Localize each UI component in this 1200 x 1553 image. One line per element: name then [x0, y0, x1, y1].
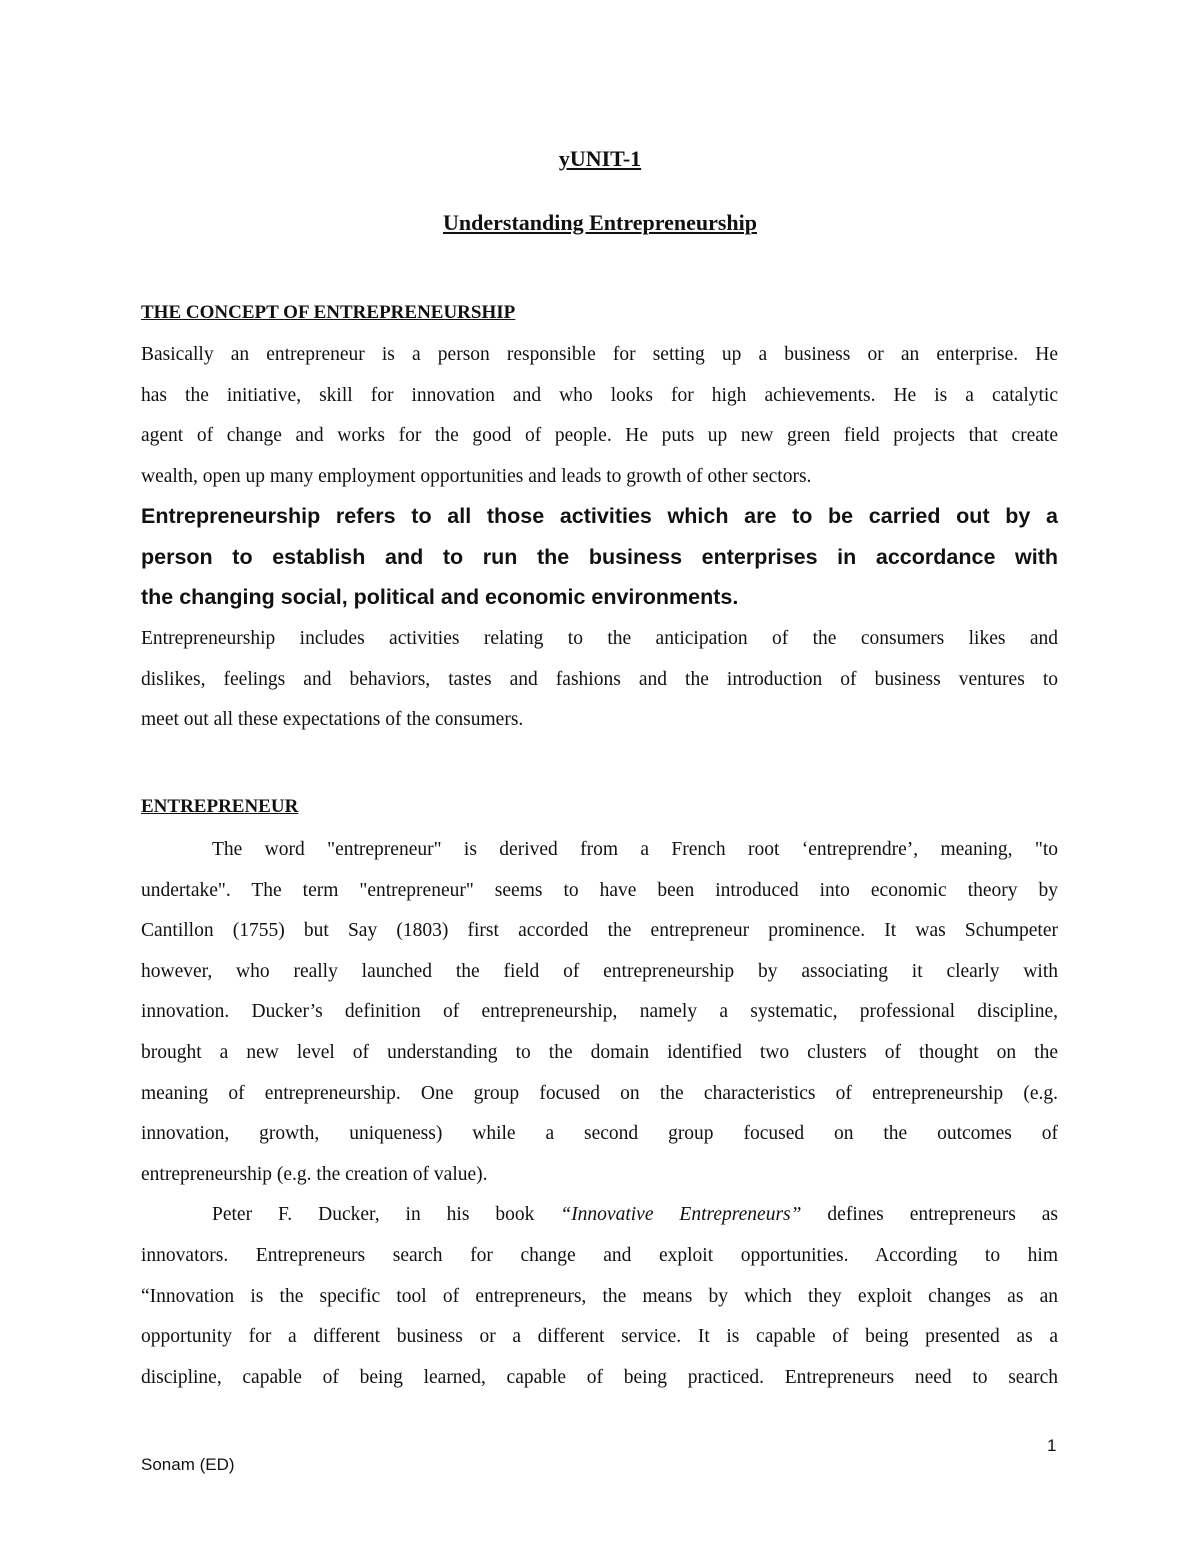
- paragraph-line: innovation, growth, uniqueness) while a second group focused on the outcomes of: [141, 1123, 1058, 1145]
- paragraph-line: entrepreneurship (e.g. the creation of value).: [141, 1163, 488, 1185]
- paragraph-line: brought a new level of understanding to the domain identified two clusters of thought on the: [141, 1042, 1058, 1063]
- paragraph-line: agent of change and works for the good of people. He puts up new green field projects that create: [141, 425, 1058, 447]
- paragraph-line: discipline, capable of being learned, capable of being practiced. Entrepreneurs need to search: [141, 1366, 1058, 1388]
- paragraph-line: “Innovation is the specific tool of entrepreneurs, the means by which they exploit changes as an: [141, 1285, 1058, 1307]
- paragraph-line: has the initiative, skill for innovation and who looks for high achievements. He is a catalytic: [141, 384, 1058, 406]
- text: Peter F. Ducker, in his book: [212, 1204, 561, 1225]
- paragraph-line: innovation. Ducker’s definition of entrepreneurship, namely a systematic, professional discipline,: [141, 1001, 1058, 1023]
- paragraph-line: meet out all these expectations of the consumers.: [141, 709, 524, 731]
- unit-label: yUNIT-1: [558, 146, 642, 171]
- paragraph-line: innovators. Entrepreneurs search for change and exploit opportunities. According to him: [141, 1245, 1058, 1266]
- section-heading-entrepreneur: ENTREPRENEUR: [141, 796, 299, 817]
- paragraph-line: however, who really launched the field of entrepreneurship by associating it clearly with: [141, 960, 1058, 982]
- paragraph-line: wealth, open up many employment opportunities and leads to growth of other sectors.: [141, 466, 812, 488]
- paragraph-line: dislikes, feelings and behaviors, tastes and fashions and the introduction of business ventures to: [141, 668, 1058, 690]
- text: defines entrepreneurs as: [801, 1204, 1058, 1225]
- paragraph-line: person to establish and to run the business enterprises in accordance with: [141, 544, 1058, 569]
- page-title: Understanding Entrepreneurship: [443, 210, 757, 235]
- paragraph-line: opportunity for a different business or a different service. It is capable of being presented as a: [141, 1326, 1058, 1348]
- book-title: “Innovative Entrepreneurs”: [560, 1204, 802, 1225]
- footer-author: Sonam (ED): [141, 1455, 235, 1474]
- page-number: 1: [1047, 1436, 1057, 1455]
- section-heading-concept: THE CONCEPT OF ENTREPRENEURSHIP: [141, 302, 516, 323]
- paragraph-line: undertake". The term "entrepreneur" seems to have been introduced into economic theory by: [141, 879, 1058, 901]
- paragraph-line: Entrepreneurship refers to all those activities which are to be carried out by a: [141, 504, 1058, 528]
- paragraph-line: the changing social, political and economic environments.: [141, 585, 739, 610]
- paragraph-line: meaning of entrepreneurship. One group focused on the characteristics of entrepreneurship (e.g.: [141, 1082, 1058, 1104]
- paragraph-line: [212, 1203, 1058, 1227]
- paragraph-line: The word "entrepreneur" is derived from a French root ‘entreprendre’, meaning, "to: [212, 839, 1058, 860]
- paragraph-line: Cantillon (1755) but Say (1803) first accorded the entrepreneur prominence. It was Schumpeter: [141, 920, 1058, 942]
- paragraph-line: Basically an entrepreneur is a person responsible for setting up a business or an enterprise. He: [141, 344, 1058, 365]
- paragraph-line: Entrepreneurship includes activities relating to the anticipation of the consumers likes and: [141, 628, 1058, 649]
